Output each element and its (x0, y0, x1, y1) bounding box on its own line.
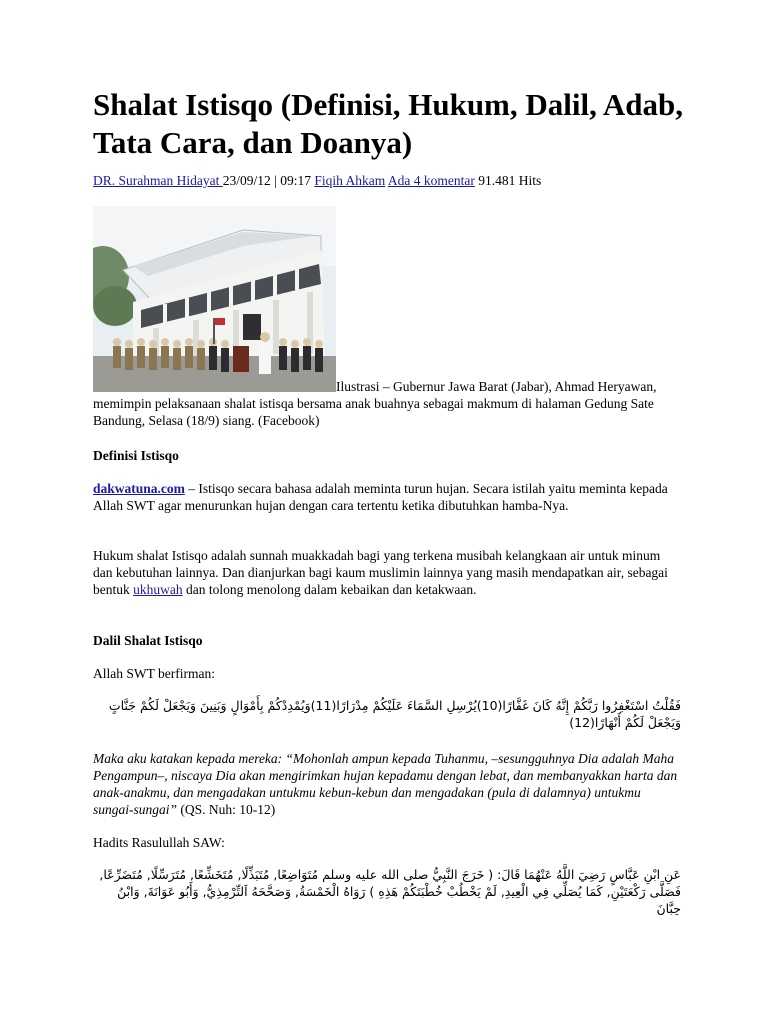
quran-translation (93, 750, 683, 818)
hits-count: 91.481 Hits (474, 173, 542, 188)
quran-verse-arabic: فَقُلْتُ اسْتَغْفِرُوا رَبَّكُمْ إِنَّهُ كَانَ غَفَّارًا(10)يُرْسِلِ السَّمَاءَ عَلَيْكُمْ مِدْرَارًا(11)وَيُمْدِدْكُمْ بِأَمْوَالٍ وَبَنِينَ وَيَجْعَلْ لَكُمْ جَنَّاتٍ وَيَجْعَلْ لَكُمْ أَنْهَارًا(12) (108, 698, 681, 730)
author-link[interactable]: DR. Surahman Hidayat (93, 173, 223, 188)
paragraph-definisi (93, 480, 683, 514)
definisi-text: – Istisqo secara bahasa adalah meminta turun hujan. Secara istilah yaitu meminta kepada Allah SWT agar menurunkan hujan dengan cara tertentu ketika dibutuhkan hamba-Nya. (93, 481, 668, 513)
ukhuwah-link[interactable]: ukhuwah (133, 582, 183, 597)
hadith-arabic: عَنِ ابْنِ عَبَّاسٍ رَضِيَ اللَّهُ عَنْهُمَا قَالَ: ( خَرَجَ النَّبِيُّ صلى الله عليه وسلم مُتَوَاضِعًا, مُتَبَذِّلًا, مُتَخَشِّعًا, مُتَرَسِّلًا, مُتَضَرِّعًا, فَصَلَّى رَكْعَتَيْنِ, كَمَا يُصَلِّي فِي الْعِيدِ, لَمْ يَخْطُبْ خُطْبَتَكُمْ هَذِهِ ) رَوَاهُ الْخَمْسَةُ, وَصَحَّحَهُ اَلتِّرْمِذِيُّ, وَأَبُو عَوَانَةَ, وَابْنُ حِبَّانَ (99, 867, 681, 916)
photo-caption: Ilustrasi – Gubernur Jawa Barat (Jabar), Ahmad Heryawan, memimpin pelaksanaan shalat istisqa bersama anak buahnya sebagai makmum di halaman Gedung Sate Bandung, Selasa (18/9) siang. (Facebook) (93, 379, 657, 428)
paragraph-hukum (93, 547, 683, 598)
post-datetime: 23/09/12 | 09:17 (222, 173, 315, 188)
hukum-text-start: Hukum shalat Istisqo adalah sunnah muakkadah bagi yang terkena musibah kelangkaan air untuk minum dan kebutuhan lainnya. Dan dianjurkan bagi kaum muslimin lainnya yang masih mendapatkan air, sebagai bentuk (93, 548, 668, 597)
hukum-text-end: dan tolong menolong dalam kebaikan dan ketakwaan. (182, 582, 477, 597)
heading-dalil: Dalil Shalat Istisqo (93, 633, 203, 648)
firman-intro: Allah SWT berfirman: (93, 666, 215, 681)
hadits-intro: Hadits Rasulullah SAW: (93, 835, 225, 850)
source-link[interactable]: dakwatuna.com (93, 481, 185, 496)
category-link[interactable]: Fiqih Ahkam (314, 173, 386, 188)
heading-definisi: Definisi Istisqo (93, 448, 179, 463)
article-title: Shalat Istisqo (Definisi, Hukum, Dalil, Adab, Tata Cara, dan Doanya) (93, 87, 684, 160)
article-photo (93, 206, 336, 392)
article-meta (93, 172, 713, 190)
comments-link[interactable]: Ada 4 komentar (387, 173, 475, 188)
translation-reference: (QS. Nuh: 10-12) (177, 802, 276, 817)
translation-text: Maka aku katakan kepada mereka: “Mohonlah ampun kepada Tuhanmu, –sesungguhnya Dia adalah Maha Pengampun–, niscaya Dia akan mengirimkan hujan kepadamu dengan lebat, dan membanyakkan harta dan anak-anakmu, dan mengadakan untukmu kebun-kebun dan mengadakan (pula di dalamnya) untukmu sungai-sungai” (93, 751, 678, 817)
